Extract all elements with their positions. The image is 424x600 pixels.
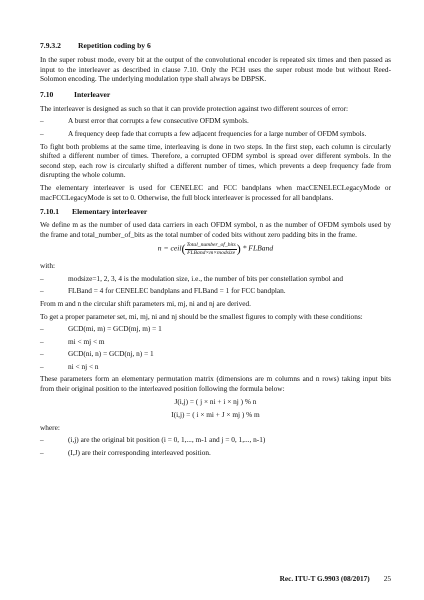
- paragraph-definitions: We define m as the number of used data carriers in each OFDM symbol, n as the number of OFDM symbols used by the frame and total_number_of_bits as the total number of coded bits without zero padding bits in the frame.: [40, 220, 391, 239]
- document-page: [40, 40, 391, 460]
- paragraph-permutation: These parameters form an elementary permutation matrix (dimensions are m columns and n rows) taking input bits from their original position to the interleaved position following the formula below:: [40, 374, 391, 394]
- paragraph-interleaver-intro: The interleaver is designed as such so that it can provide protection against two different sources of error:: [40, 103, 349, 113]
- footer-recommendation: Rec. ITU-T G.9903 (08/2017): [279, 574, 370, 583]
- list-item-text: modsize=1, 2, 3, 4 is the modulation size, i.e., the number of bits per constellation symbol and: [68, 273, 344, 283]
- list-dash: –: [40, 349, 44, 359]
- paragraph-super-robust: In the super robust mode, every bit at the output of the convolutional encoder is repeated six times and then passed as input to the interleaver as described in clause 7.10. Only the FCH uses the super robust mode but without Reed-Solomon encoding. The underlying modulation type shall always be DBPSK.: [40, 55, 391, 84]
- list-item-text: FLBand = 4 for CENELEC bandplans and FLBand = 1 for FCC bandplan.: [68, 286, 286, 296]
- section-number: 7.9.3.2: [40, 41, 61, 50]
- condition-item: [40, 362, 391, 372]
- condition-item: [40, 324, 391, 334]
- condition-text: GCD(mi, m) = GCD(mj, m) = 1: [68, 324, 162, 334]
- list-dash: –: [40, 128, 44, 138]
- list-dash: –: [40, 435, 44, 445]
- formula-numerator: Total_number_of_bits: [186, 242, 236, 249]
- section-title: Elementary interleaver: [72, 207, 148, 217]
- list-dash: –: [40, 336, 44, 346]
- formula-n: [40, 242, 391, 256]
- section-heading-7-10: [40, 89, 391, 100]
- paragraph-where: where:: [40, 422, 60, 432]
- section-title: Repetition coding by 6: [78, 41, 151, 50]
- list-dash: –: [40, 273, 44, 283]
- list-item: [40, 129, 391, 139]
- formula-fraction: [185, 242, 236, 256]
- condition-text: ni < nj < n: [68, 361, 99, 371]
- condition-text: mi < mj < m: [68, 336, 105, 346]
- list-item-text: A frequency deep fade that corrupts a few adjacent frequencies for a large number of OFDM symbols.: [68, 128, 367, 138]
- section-heading-7-10-1: [40, 206, 391, 217]
- page-number: 25: [383, 574, 391, 583]
- condition-item: [40, 337, 391, 347]
- list-item-text: (i,j) are the original bit position (i = 0, 1,..., m-1 and j = 0, 1,..., n-1): [68, 435, 266, 445]
- list-dash: –: [40, 361, 44, 371]
- condition-item: [40, 349, 391, 359]
- list-item: [40, 286, 391, 296]
- formula-lhs: n = ceil: [157, 243, 182, 253]
- paragraph-two-steps: To fight both problems at the same time, interleaving is done in two steps. In the first step, each column is circularly shifted a different number of times. Therefore, a corrupted OFDM symbol is spread over different symbols. In the second step, each row is circularly shifted a different number of times, which prevents a deep frequency fade from disrupting the whole column.: [40, 141, 391, 180]
- section-number: 7.10: [40, 89, 54, 99]
- paragraph-with: with:: [40, 261, 55, 271]
- section-number: 7.10.1: [40, 207, 59, 217]
- paragraph-conditions-intro: To get a proper parameter set, mi, mj, ni and nj should be the smallest figures to comply with these conditions:: [40, 311, 363, 321]
- list-item-text: (I,J) are their corresponding interleaved position.: [68, 447, 211, 457]
- list-item: [40, 448, 391, 458]
- list-item: [40, 274, 391, 284]
- list-dash: –: [40, 286, 44, 296]
- paragraph-bandplans: The elementary interleaver is used for CENELEC and FCC bandplans when macCENELECLegacyMode or macFCCLegacyMode is set to 0. Otherwise, the full block interleaver is processed for all bandplans.: [40, 182, 391, 202]
- equation-I: I(i,j) = ( i × mi + J × mj ) % m: [171, 409, 260, 419]
- page-footer: [280, 574, 391, 583]
- equation-J: J(i,j) = ( j × ni + i × nj ) % n: [174, 396, 257, 406]
- list-dash: –: [40, 324, 44, 334]
- formula-close-paren: ): [236, 241, 241, 256]
- list-item: [40, 435, 391, 445]
- section-title: Interleaver: [74, 89, 111, 99]
- formula-rhs: * FLBand: [242, 243, 274, 253]
- paragraph-shift-params: From m and n the circular shift parameters mi, mj, ni and nj are derived.: [40, 298, 251, 308]
- formula-open-paren: (: [181, 241, 186, 256]
- list-dash: –: [40, 116, 44, 126]
- list-item-text: A burst error that corrupts a few consecutive OFDM symbols.: [68, 116, 249, 126]
- formula-denominator: FLBand×m×modsize: [187, 249, 236, 256]
- list-item: [40, 116, 391, 126]
- section-heading-7-9-3-2: [40, 40, 391, 51]
- list-dash: –: [40, 447, 44, 457]
- condition-text: GCD(ni, n) = GCD(nj, n) = 1: [68, 349, 154, 359]
